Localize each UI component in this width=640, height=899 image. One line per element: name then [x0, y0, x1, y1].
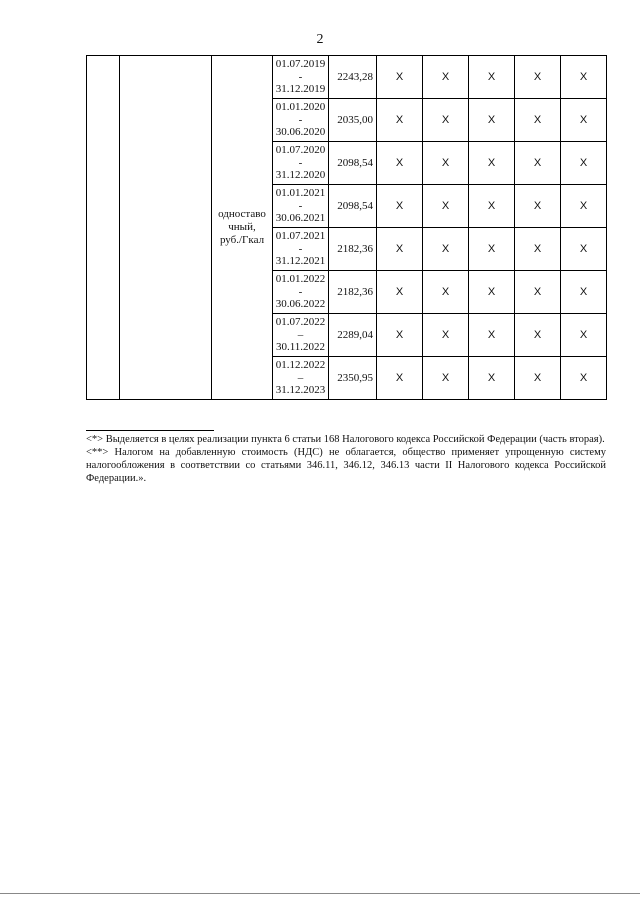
- not-applicable-mark: X: [423, 314, 469, 357]
- period-cell: [273, 314, 329, 357]
- not-applicable-mark: X: [561, 56, 607, 99]
- not-applicable-mark: X: [377, 271, 423, 314]
- footnotes: [86, 433, 606, 485]
- not-applicable-mark: X: [423, 228, 469, 271]
- tariff-value: 2098,54: [329, 142, 377, 185]
- period-period-start: 01.07.2019: [275, 58, 326, 71]
- tariff-value: 2098,54: [329, 185, 377, 228]
- period-period-start: 01.07.2021: [275, 230, 326, 243]
- not-applicable-mark: X: [515, 142, 561, 185]
- not-applicable-mark: X: [469, 142, 515, 185]
- not-applicable-mark: X: [515, 314, 561, 357]
- not-applicable-mark: X: [423, 142, 469, 185]
- not-applicable-mark: X: [377, 56, 423, 99]
- table-body: [87, 56, 607, 400]
- not-applicable-mark: X: [469, 228, 515, 271]
- tariff-value: 2350,95: [329, 357, 377, 400]
- period-dash: –: [297, 328, 304, 341]
- not-applicable-mark: X: [377, 185, 423, 228]
- not-applicable-mark: X: [515, 271, 561, 314]
- footnote-1: <*> Выделяется в целях реализации пункта 6 статьи 168 Налогового кодекса Российской Федерации (часть вторая).: [86, 434, 605, 445]
- period-cell: [273, 271, 329, 314]
- unit-line: чный,: [228, 221, 256, 233]
- period-cell: [273, 228, 329, 271]
- period-dash: -: [298, 242, 303, 255]
- period-period-start: 01.01.2021: [275, 187, 326, 200]
- tariff-value: 2182,36: [329, 228, 377, 271]
- not-applicable-mark: X: [561, 185, 607, 228]
- tariff-table: [86, 55, 607, 400]
- not-applicable-mark: X: [561, 99, 607, 142]
- page-number: 2: [316, 32, 324, 47]
- footnote-separator: [86, 430, 214, 431]
- period-cell: [273, 99, 329, 142]
- not-applicable-mark: X: [515, 56, 561, 99]
- blank-cell-2: [120, 56, 212, 400]
- period-dash: -: [298, 156, 303, 169]
- not-applicable-mark: X: [423, 185, 469, 228]
- period-period-end: 31.12.2021: [275, 255, 326, 268]
- period-period-start: 01.07.2020: [275, 144, 326, 157]
- tariff-value: 2289,04: [329, 314, 377, 357]
- period-dash: -: [298, 285, 303, 298]
- not-applicable-mark: X: [469, 271, 515, 314]
- period-period-end: 31.12.2023: [275, 384, 326, 397]
- period-cell: [273, 357, 329, 400]
- period-period-end: 30.06.2022: [275, 298, 326, 311]
- not-applicable-mark: X: [515, 228, 561, 271]
- not-applicable-mark: X: [561, 357, 607, 400]
- not-applicable-mark: X: [423, 271, 469, 314]
- period-dash: –: [297, 371, 304, 384]
- not-applicable-mark: X: [423, 56, 469, 99]
- period-dash: -: [298, 113, 303, 126]
- not-applicable-mark: X: [561, 314, 607, 357]
- period-period-end: 30.06.2020: [275, 126, 326, 139]
- tariff-value: 2182,36: [329, 271, 377, 314]
- not-applicable-mark: X: [423, 99, 469, 142]
- not-applicable-mark: X: [469, 56, 515, 99]
- period-cell: [273, 185, 329, 228]
- not-applicable-mark: X: [515, 357, 561, 400]
- period-period-start: 01.01.2022: [275, 273, 326, 286]
- unit-line: руб./Гкал: [219, 234, 265, 246]
- blank-cell-1: [87, 56, 120, 400]
- not-applicable-mark: X: [469, 314, 515, 357]
- not-applicable-mark: X: [377, 228, 423, 271]
- period-period-end: 31.12.2020: [275, 169, 326, 182]
- unit-cell: [212, 56, 273, 400]
- not-applicable-mark: X: [515, 185, 561, 228]
- period-cell: [273, 142, 329, 185]
- not-applicable-mark: X: [377, 99, 423, 142]
- period-period-start: 01.12.2022: [275, 359, 326, 372]
- period-dash: -: [298, 70, 303, 83]
- not-applicable-mark: X: [469, 99, 515, 142]
- not-applicable-mark: X: [469, 357, 515, 400]
- period-dash: -: [298, 199, 303, 212]
- not-applicable-mark: X: [561, 271, 607, 314]
- unit-line: одноставо: [218, 208, 266, 220]
- tariff-value: 2035,00: [329, 99, 377, 142]
- not-applicable-mark: X: [377, 314, 423, 357]
- not-applicable-mark: X: [423, 357, 469, 400]
- period-period-end: 31.12.2019: [275, 83, 326, 96]
- not-applicable-mark: X: [515, 99, 561, 142]
- page-bottom-edge: [0, 893, 640, 894]
- tariff-value: 2243,28: [329, 56, 377, 99]
- period-cell: [273, 56, 329, 99]
- period-period-end: 30.11.2022: [275, 341, 326, 354]
- period-period-start: 01.07.2022: [275, 316, 326, 329]
- not-applicable-mark: X: [561, 228, 607, 271]
- table-row: [87, 56, 607, 99]
- not-applicable-mark: X: [561, 142, 607, 185]
- not-applicable-mark: X: [377, 142, 423, 185]
- not-applicable-mark: X: [469, 185, 515, 228]
- not-applicable-mark: X: [377, 357, 423, 400]
- footnote-2: <**> Налогом на добавленную стоимость (НДС) не облагается, общество применяет упрощенную систему налогообложения в соответствии со статьями 346.11, 346.12, 346.13 части II Налогового кодекса Российской Федерации.».: [86, 447, 606, 484]
- period-period-end: 30.06.2021: [275, 212, 326, 225]
- period-period-start: 01.01.2020: [275, 101, 326, 114]
